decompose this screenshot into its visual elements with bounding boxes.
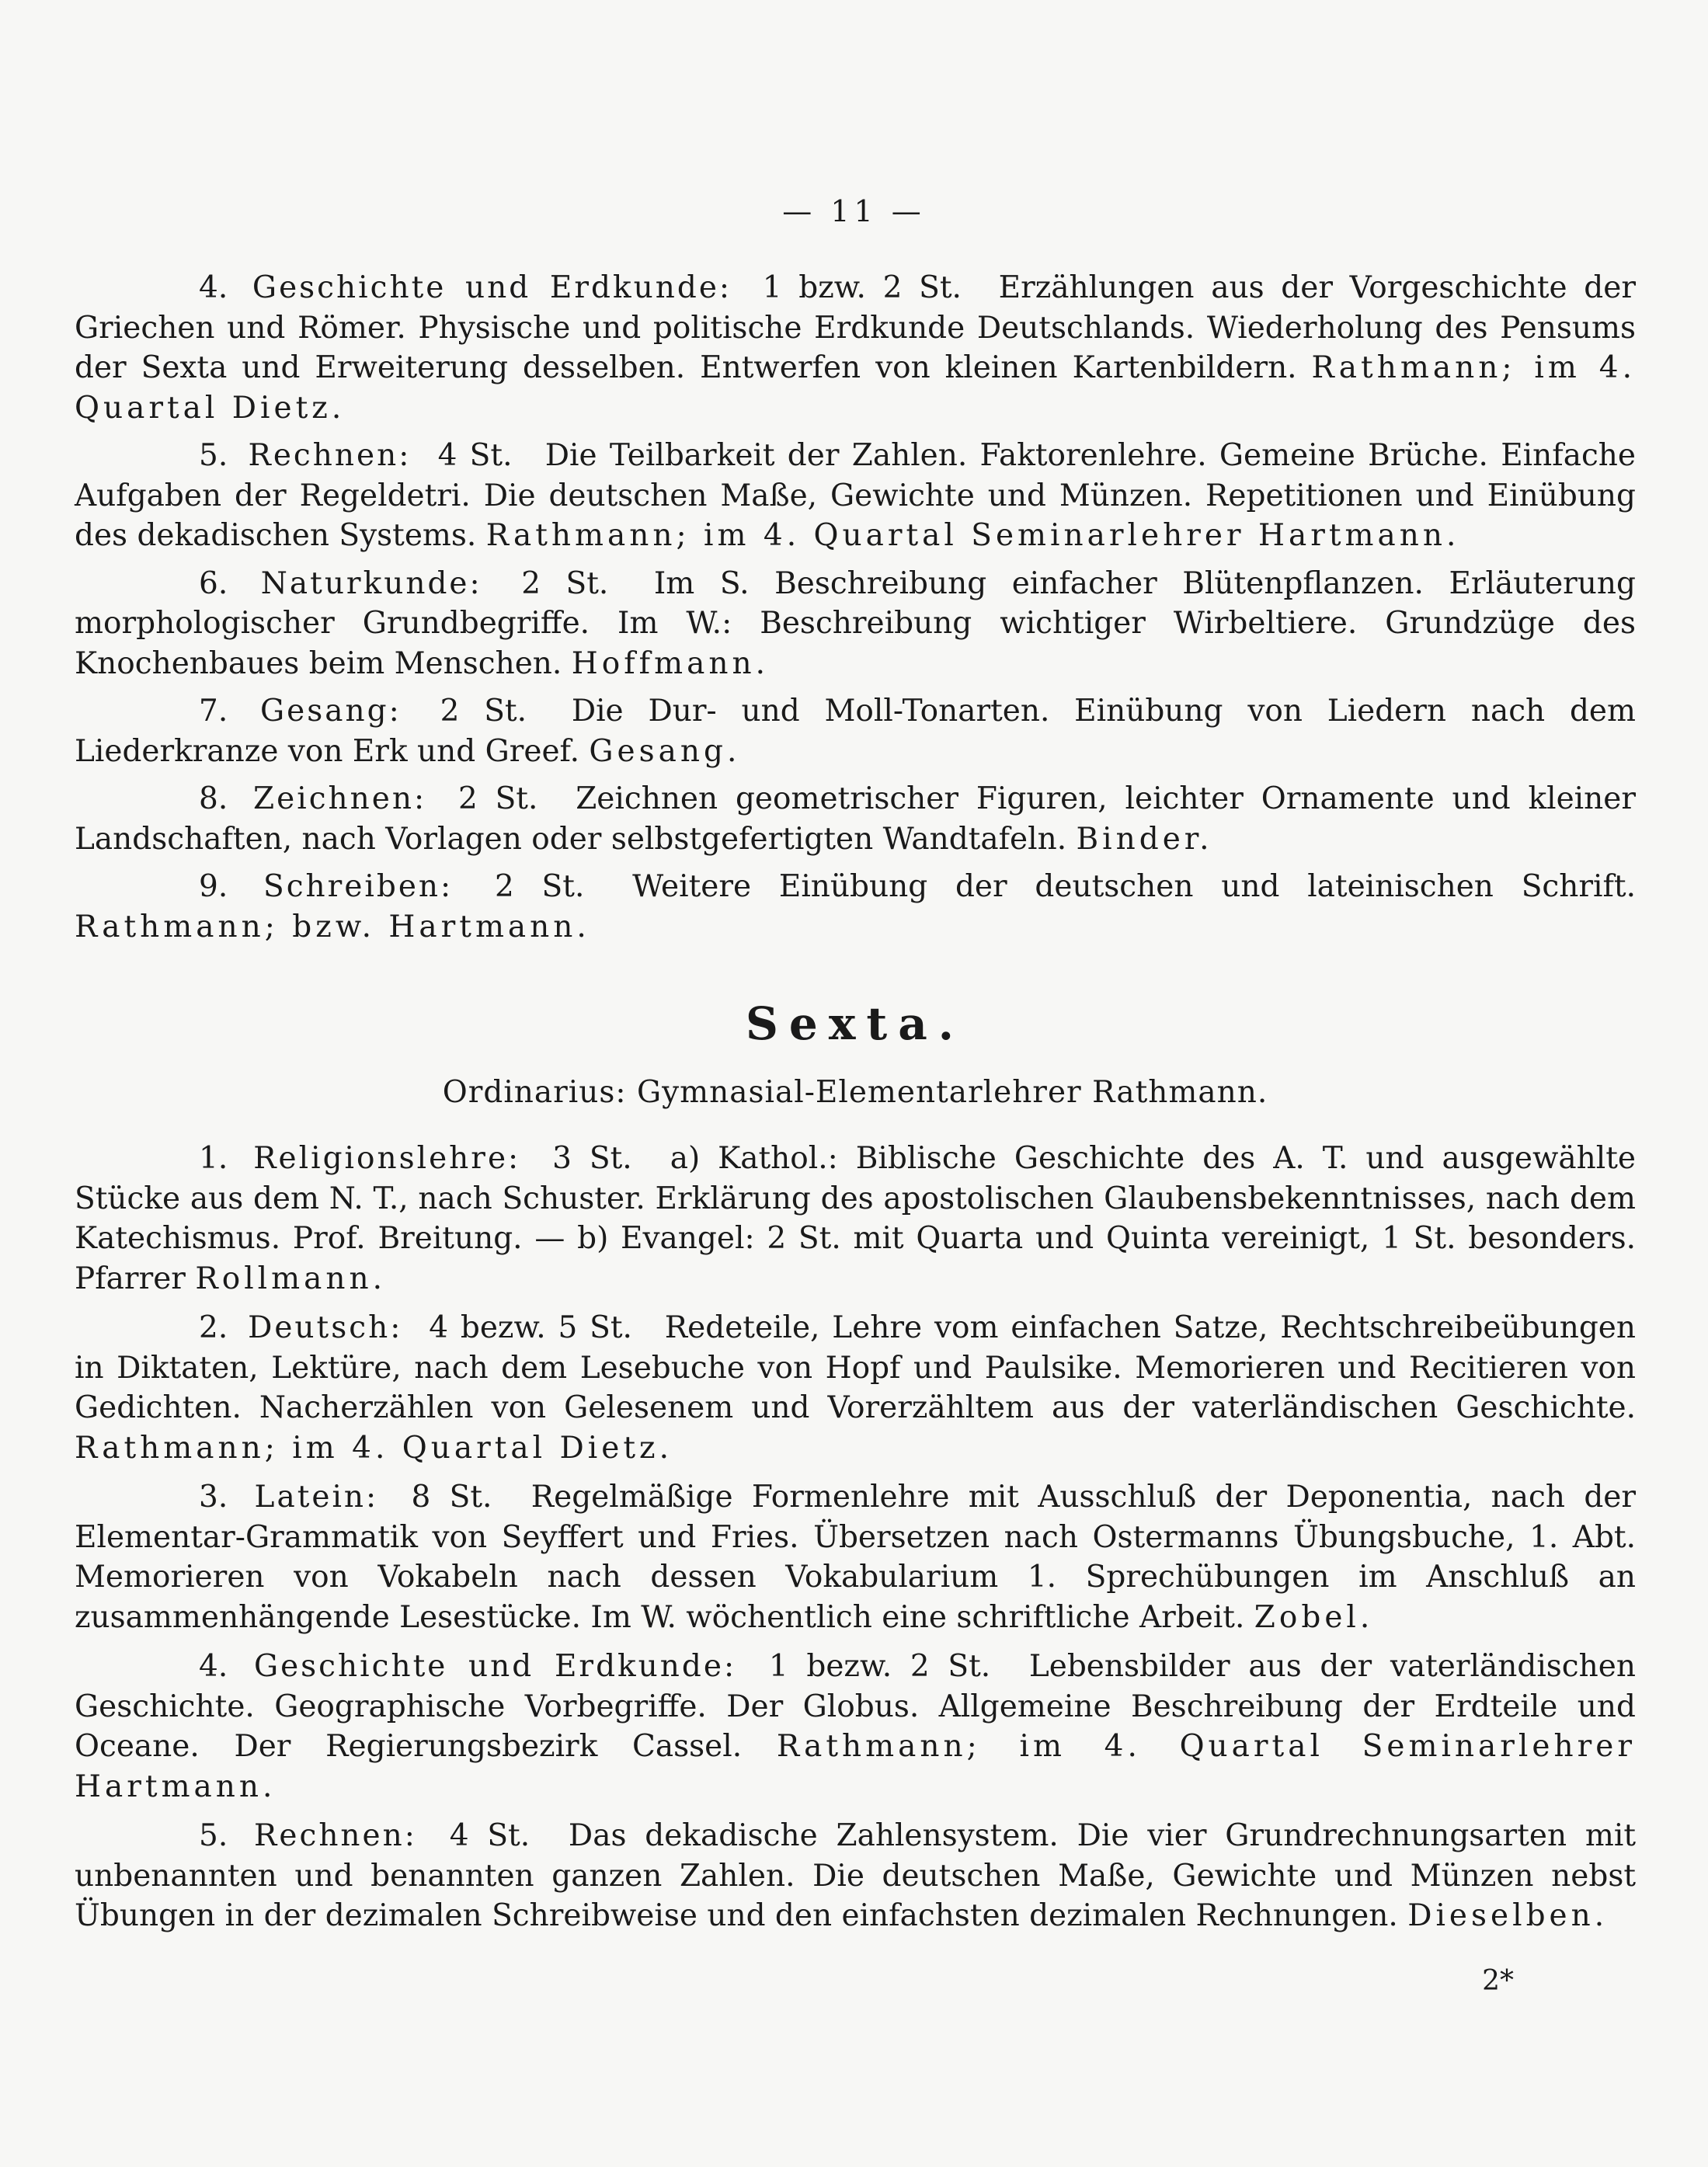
- subject-text: Redeteile, Lehre vom einfachen Satze, Rechtschreibeübungen in Diktaten, Lektüre, nach dem Lesebuche von Hopf und Paulsike. Memorieren und Recitieren von Gedichten. Nacherzählen von Gelesenem und Vorerzähltem aus der vaterländischen Geschichte.: [75, 1310, 1636, 1425]
- subject-paragraph: [75, 564, 1636, 684]
- hours: 8 St.: [411, 1480, 492, 1515]
- subject-label: Rechnen:: [248, 438, 412, 473]
- sexta-section: [75, 1139, 1636, 1936]
- hours: 2 St.: [457, 781, 538, 816]
- page-number: — 11 —: [782, 194, 926, 228]
- subject-paragraph: [75, 691, 1636, 771]
- teacher: Dieselben.: [1407, 1898, 1609, 1933]
- upper-section: [75, 268, 1636, 947]
- hours: 1 bezw. 2 St.: [768, 1649, 991, 1684]
- teacher: Binder.: [1076, 821, 1213, 857]
- teacher: Hoffmann.: [571, 645, 769, 681]
- teacher: Rollmann.: [195, 1261, 386, 1296]
- teacher: Zobel.: [1254, 1599, 1374, 1635]
- subject-text: Im S. Beschreibung einfacher Blütenpflanzen. Erläuterung morphologischer Grundbegriffe. Im W.: Beschreibung wichtiger Wirbeltiere. Grundzüge des Knochenbaues beim Menschen.: [75, 565, 1636, 681]
- item-number: 4.: [199, 1649, 228, 1684]
- subject-paragraph: [75, 1647, 1636, 1807]
- subject-label: Latein:: [254, 1480, 379, 1515]
- hours: 4 St.: [449, 1818, 530, 1853]
- subject-label: Zeichnen:: [253, 781, 427, 816]
- teacher: Gesang.: [589, 733, 741, 769]
- subject-text: Die Dur- und Moll-Tonarten. Einübung von Liedern nach dem Liederkranze von Erk und Greef.: [75, 694, 1636, 769]
- subject-paragraph: [75, 1477, 1636, 1637]
- subject-text: Zeichnen geometrischer Figuren, leichter Ornamente und kleiner Landschaften, nach Vorlagen oder selbstgefertigten Wandtafeln.: [75, 781, 1636, 857]
- hours: 3 St.: [552, 1141, 632, 1176]
- subject-text: Erzählungen aus der Vorgeschichte der Griechen und Römer. Physische und politische Erdkunde Deutschlands. Wiederholung des Pensums der Sexta und Erweiterung desselben. Entwerfen von kleinen Kartenbildern.: [75, 270, 1636, 385]
- subject-paragraph: [75, 1139, 1636, 1299]
- signature-mark: 2*: [1482, 1965, 1514, 1997]
- subject-paragraph: [75, 867, 1636, 947]
- hours: 4 bezw. 5 St.: [429, 1310, 632, 1345]
- hours: 2 St.: [440, 694, 527, 729]
- item-number: 4.: [199, 270, 228, 305]
- hours: 4 St.: [437, 438, 513, 473]
- subject-paragraph: [75, 1308, 1636, 1468]
- item-number: 9.: [199, 869, 228, 904]
- hours: 2 St.: [494, 869, 585, 904]
- subject-text: Regelmäßige Formenlehre mit Ausschluß der Deponentia, nach der Elementar-Grammatik von Seyffert und Fries. Übersetzen nach Ostermanns Übungsbuche, 1. Abt. Memorieren von Vokabeln nach dessen Vokabularium 1. Sprechübungen im Anschluß an zusammenhängende Lesestücke. Im W. wöchentlich eine schriftliche Arbeit.: [75, 1480, 1637, 1635]
- hours: 1 bzw. 2 St.: [762, 270, 962, 305]
- subject-label: Religionslehre:: [253, 1141, 521, 1176]
- subject-text: a) Kathol.: Biblische Geschichte des A. T. und ausgewählte Stücke aus dem N. T., nach Schuster. Erklärung des apostolischen Glaubensbekenntnisses, nach dem Katechismus. Prof. Breitung. — b) Evangel: 2 St. mit Quarta und Quinta vereinigt, 1 St. besonders. Pfarrer: [75, 1141, 1636, 1296]
- subject-paragraph: [75, 268, 1636, 428]
- subject-text: Das dekadische Zahlensystem. Die vier Grundrechnungsarten mit unbenannten und benannten ganzen Zahlen. Die deutschen Maße, Gewichte und Münzen nebst Übungen in der dezimalen Schreibweise und den einfachsten dezimalen Rechnungen.: [75, 1818, 1636, 1933]
- subject-label: Schreiben:: [263, 869, 454, 904]
- teacher: Rathmann; bzw. Hartmann.: [75, 909, 590, 944]
- item-number: 6.: [199, 565, 228, 601]
- item-number: 2.: [199, 1310, 228, 1345]
- item-number: 5.: [199, 1818, 228, 1853]
- subject-label: Naturkunde:: [260, 565, 482, 601]
- teacher: Rathmann; im 4. Quartal Dietz.: [75, 1430, 673, 1466]
- subject-paragraph: [75, 1816, 1636, 1936]
- section-title: Sexta.: [746, 997, 965, 1050]
- hours: 2 St.: [521, 565, 609, 601]
- subject-text: Die Teilbarkeit der Zahlen. Faktorenlehre. Gemeine Brüche. Einfache Aufgaben der Regeldetri. Die deutschen Maße, Gewichte und Münzen. Repetitionen und Einübung des dekadischen Systems.: [75, 438, 1636, 553]
- teacher: Rathmann; im 4. Quartal Dietz.: [75, 350, 1637, 426]
- subject-label: Deutsch:: [248, 1310, 403, 1345]
- item-number: 1.: [199, 1141, 228, 1176]
- item-number: 7.: [199, 694, 228, 729]
- subject-label: Geschichte und Erdkunde:: [253, 1649, 737, 1684]
- subject-paragraph: [75, 779, 1636, 859]
- item-number: 5.: [199, 438, 228, 473]
- subject-label: Geschichte und Erdkunde:: [252, 270, 732, 305]
- subject-paragraph: [75, 436, 1636, 556]
- item-number: 3.: [199, 1480, 228, 1515]
- subject-label: Gesang:: [260, 694, 402, 729]
- teacher: Rathmann; im 4. Quartal Seminarlehrer Hartmann.: [485, 518, 1460, 553]
- teacher: Rathmann; im 4. Quartal Seminarlehrer Hartmann.: [75, 1729, 1636, 1804]
- ordinarius-line: Ordinarius: Gymnasial-Elementarlehrer Rathmann.: [442, 1074, 1268, 1110]
- subject-label: Rechnen:: [254, 1818, 417, 1853]
- text-column: [75, 268, 1636, 1946]
- subject-text: Lebensbilder aus der vaterländischen Geschichte. Geographische Vorbegriffe. Der Globus. Allgemeine Beschreibung der Erdteile und Oceane. Der Regierungsbezirk Cassel.: [75, 1649, 1636, 1764]
- subject-text: Weitere Einübung der deutschen und lateinischen Schrift.: [632, 869, 1636, 904]
- item-number: 8.: [199, 781, 228, 816]
